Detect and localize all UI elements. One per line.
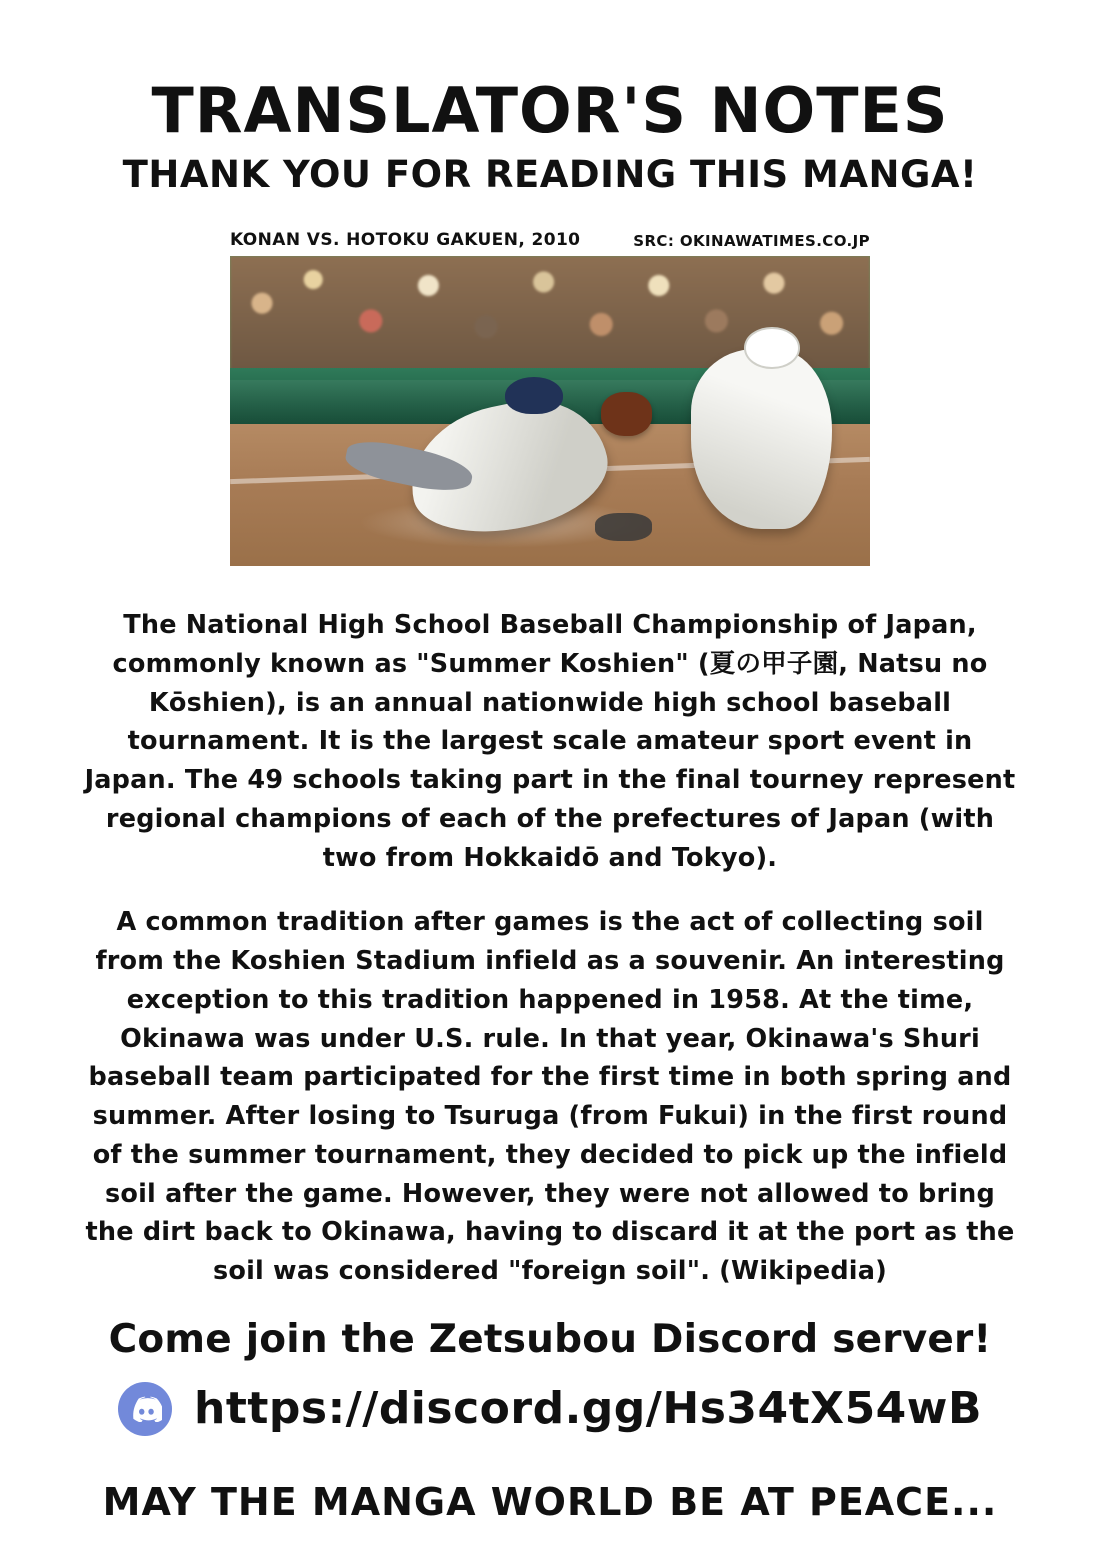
paragraph-koshien-overview: The National High School Baseball Championship of Japan, commonly known as "Summer Koshien" (夏の甲子園, Natsu no Kōshien), is an annual nationwide high school baseball tournament. It is the largest scale amateur sport event in Japan. The 49 schools taking part in the final tourney represent regional champions of each of the prefectures of Japan (with two from Hokkaidō and Tokyo).: [84, 610, 1016, 873]
catcher-helmet: [744, 327, 799, 368]
figure-block: [230, 230, 870, 566]
paragraph-soil-tradition: A common tradition after games is the act of collecting soil from the Koshien Stadium infield as a souvenir. An interesting exception to this tradition happened in 1958. At the time, Okinawa was under U.S. rule. In that year, Okinawa's Shuri baseball team participated for the first time in both spring and summer. After losing to Tsuruga (from Fukui) in the first round of the summer tournament, they decided to pick up the infield soil after the game. However, they were not allowed to bring the dirt back to Okinawa, having to discard it at the port as the soil was considered "foreign soil". (Wikipedia): [85, 907, 1015, 1287]
discord-link-row[interactable]: [60, 1382, 1040, 1436]
home-plate: [595, 513, 653, 541]
page-subtitle: THANK YOU FOR READING THIS MANGA!: [122, 153, 978, 197]
discord-icon: [118, 1382, 172, 1436]
discord-invite-url[interactable]: https://discord.gg/Hs34tX54wB: [194, 1383, 982, 1435]
figure-source: SRC: OKINAWATIMES.CO.JP: [633, 232, 870, 251]
baseball-photo: [230, 256, 870, 566]
notes-body: [80, 606, 1020, 1291]
closing-message: MAY THE MANGA WORLD BE AT PEACE...: [102, 1479, 998, 1524]
figure-caption: KONAN VS. HOTOKU GAKUEN, 2010: [230, 230, 581, 251]
catchers-mitt: [601, 392, 652, 435]
catcher-fielding: [691, 349, 832, 529]
runner-helmet: [505, 377, 563, 414]
page-title: TRANSLATOR'S NOTES: [151, 74, 949, 147]
figure-caption-row: [230, 230, 870, 250]
discord-invite-text: Come join the Zetsubou Discord server!: [108, 1316, 992, 1362]
